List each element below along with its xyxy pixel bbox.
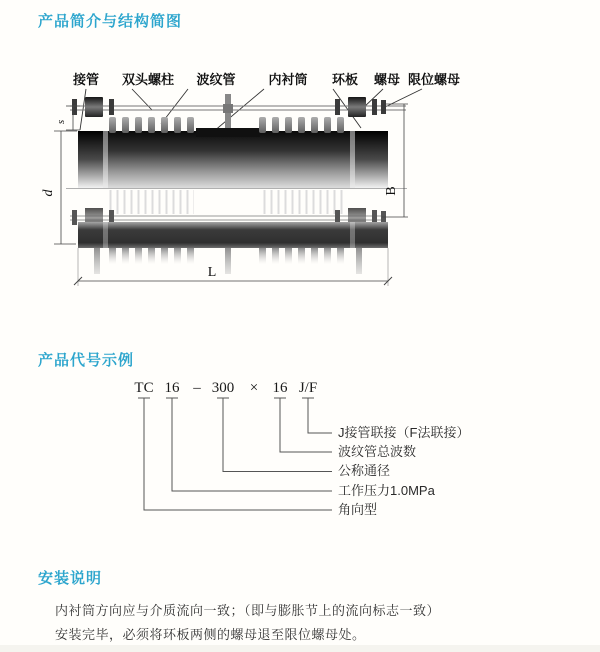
callout-diameter: 公称通径: [338, 463, 391, 478]
code-part-times: ×: [249, 380, 259, 396]
part-label-huanban: 环板: [331, 72, 359, 87]
part-label-luomu: 螺母: [373, 72, 401, 87]
code-part-type: TC: [134, 380, 154, 396]
dim-L: [74, 248, 392, 286]
code-part-waves: 16: [272, 380, 288, 396]
code-part-connection: J/F: [298, 380, 318, 396]
callout-pressure: 工作压力1.0MPa: [338, 483, 435, 498]
part-label-bowenguan: 波纹管: [196, 72, 236, 87]
section-title-code: 产品代号示例: [38, 352, 135, 369]
part-label-neichentong: 内衬筒: [268, 72, 308, 87]
part-label-shuangtouluozhu: 双头螺柱: [121, 72, 175, 87]
code-parts: [134, 380, 317, 396]
part-label-xianweiluomu: 限位螺母: [407, 72, 461, 87]
diagram-part-labels: [72, 72, 460, 87]
part-label-jieguan: 接管: [72, 72, 100, 87]
tie-rod-upper: [70, 94, 406, 132]
dim-label-L: L: [207, 265, 217, 280]
code-callouts: [338, 425, 469, 517]
dim-d: [41, 131, 77, 244]
install-instruction-line-1: 内衬筒方向应与介质流向一致；（即与膨胀节上的流向标志一致）: [55, 603, 441, 618]
body-upper: [78, 128, 388, 188]
install-instruction-line-2: 安装完毕，必须将环板两侧的螺母退至限位螺母处。: [55, 627, 366, 642]
code-example-diagram: [125, 376, 515, 526]
body-lower: [78, 222, 388, 274]
callout-waves: 波纹管总波数: [338, 444, 417, 459]
callout-connection: J接管联接（F法联接）: [338, 425, 470, 440]
page-bottom-strip: [0, 645, 600, 652]
code-part-dash: –: [193, 380, 201, 396]
code-part-diameter: 300: [211, 380, 235, 396]
structure-diagram: [30, 60, 470, 300]
dim-label-s: s: [55, 119, 67, 125]
dim-label-B: B: [384, 186, 399, 196]
callout-type: 角向型: [338, 502, 378, 517]
section-title-install: 安装说明: [38, 570, 103, 587]
code-connector-lines: [138, 398, 332, 510]
section-title-intro: 产品简介与结构简图: [38, 13, 183, 30]
code-part-pressure: 16: [164, 380, 180, 396]
dim-label-d: d: [41, 189, 56, 197]
